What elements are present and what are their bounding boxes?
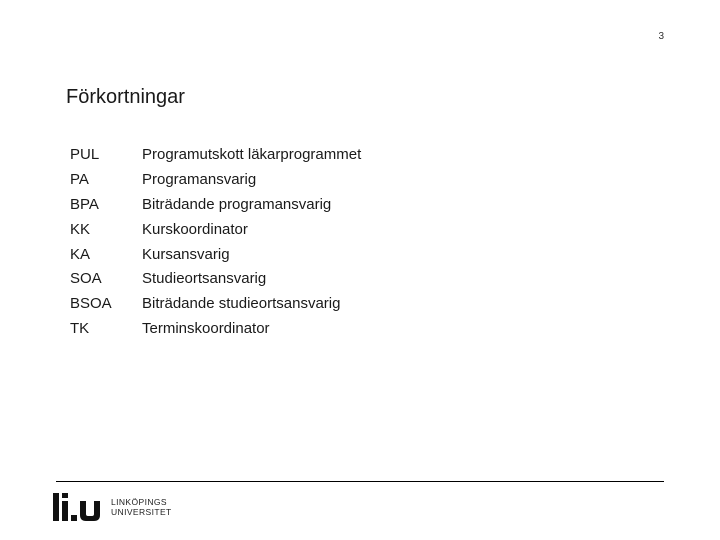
abbreviation-meaning: Programansvarig (142, 170, 257, 188)
footer-divider (56, 481, 664, 482)
abbreviation: SOA (70, 270, 102, 288)
table-row (70, 291, 361, 316)
abbreviation-meaning: Biträdande studieortsansvarig (142, 295, 341, 313)
abbreviation-meaning: Programutskott läkarprogrammet (142, 145, 362, 163)
abbreviation: KK (70, 220, 91, 238)
abbreviation-table (70, 142, 361, 341)
abbreviation: TK (70, 320, 90, 338)
page-number: 3 (658, 31, 664, 42)
abbreviation: PA (70, 170, 89, 188)
liu-logo-mark-icon (52, 492, 106, 522)
abbreviation-meaning: Kursansvarig (142, 245, 230, 263)
table-row (70, 142, 361, 167)
table-row (70, 192, 361, 217)
logo-line-2: UNIVERSITET (111, 507, 172, 517)
abbreviation-meaning: Biträdande programansvarig (142, 195, 332, 213)
abbreviation-meaning: Kurskoordinator (142, 220, 248, 238)
table-row (70, 217, 361, 242)
page-title: Förkortningar (66, 86, 185, 108)
table-row (70, 167, 361, 192)
liu-logo (52, 492, 172, 522)
logo-wordmark (111, 497, 172, 517)
abbreviation: PUL (70, 145, 100, 163)
abbreviation: BSOA (70, 295, 112, 313)
abbreviation-meaning: Studieortsansvarig (142, 270, 267, 288)
abbreviation-meaning: Terminskoordinator (142, 320, 270, 338)
abbreviation: BPA (70, 195, 99, 213)
abbreviation: KA (70, 245, 91, 263)
table-row (70, 316, 361, 341)
table-row (70, 266, 361, 291)
table-row (70, 242, 361, 267)
logo-line-1: LINKÖPINGS (111, 497, 167, 507)
